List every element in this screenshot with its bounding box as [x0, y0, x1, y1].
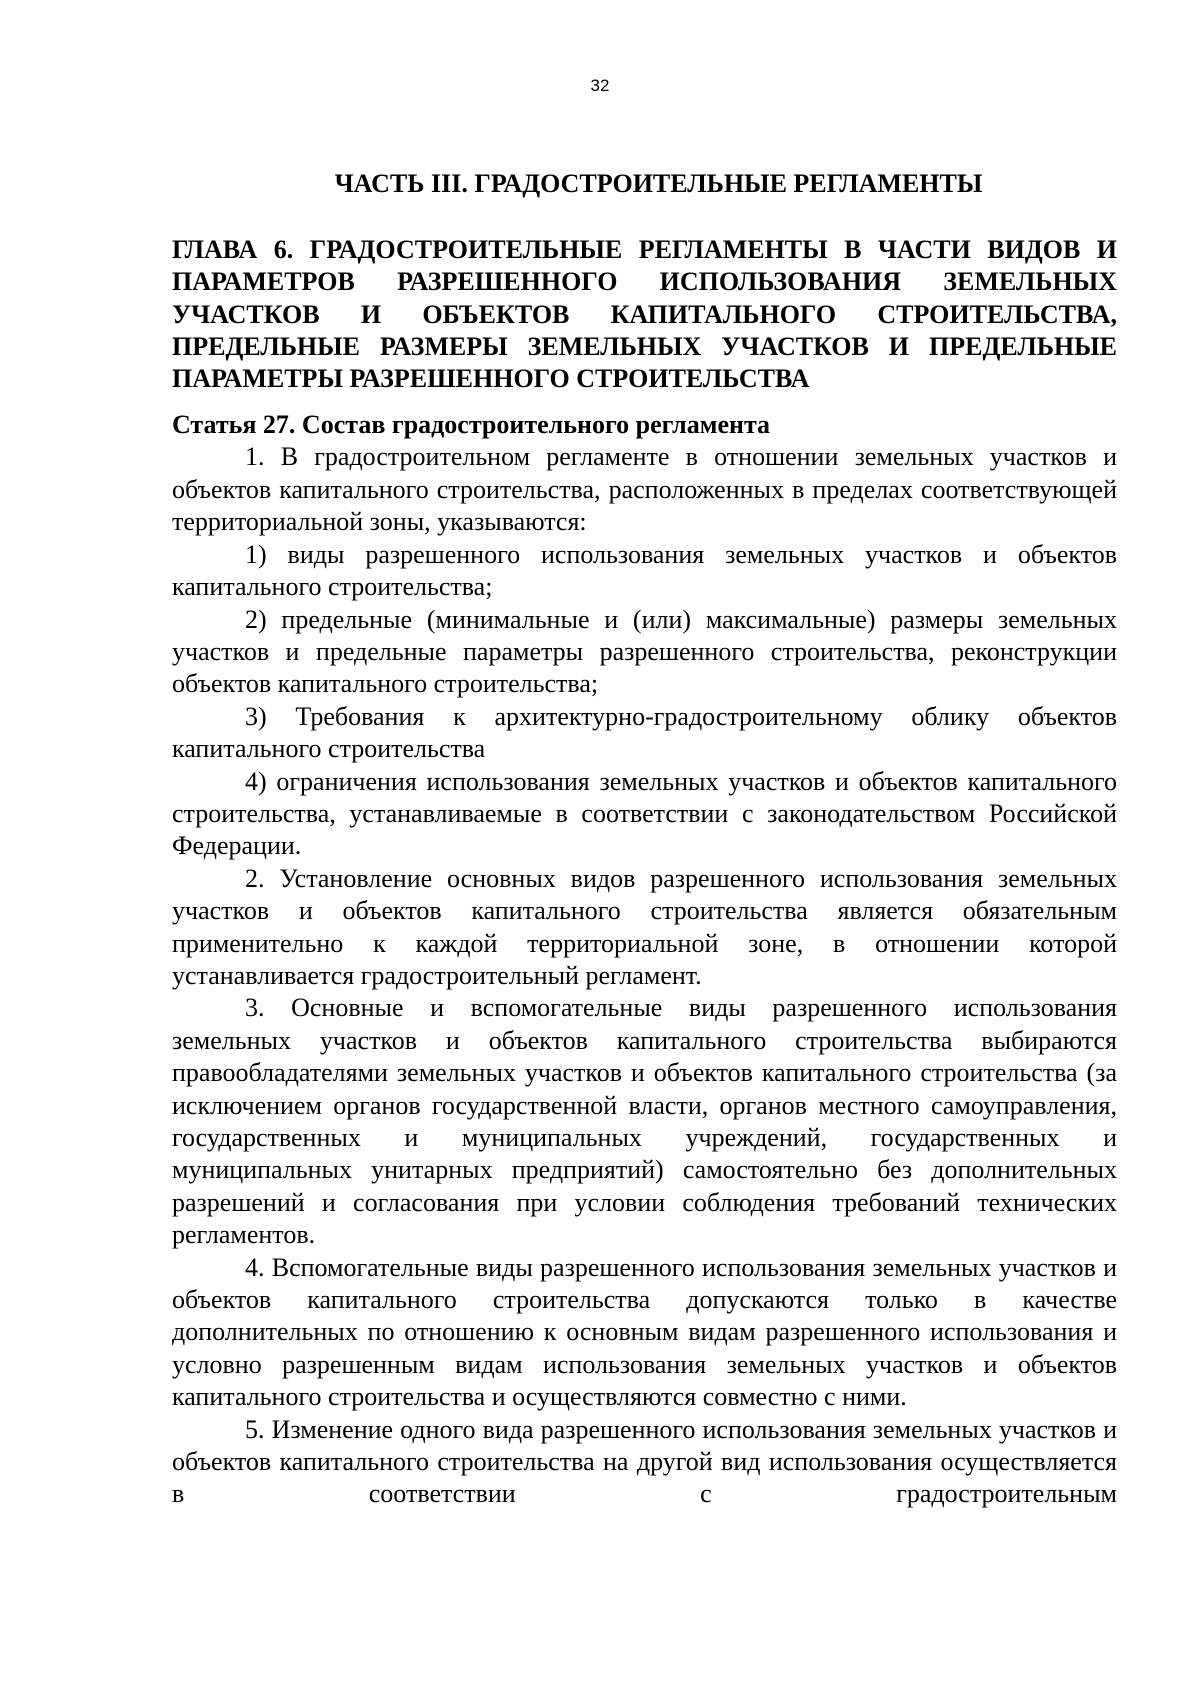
- paragraph-5: 5. Изменение одного вида разрешенного использования земельных участков и объектов капитального строительства на другой вид использования осуществляется в соответствии с градостроительным: [172, 1414, 1117, 1509]
- paragraph-1: 1. В градостроительном регламенте в отношении земельных участков и объектов капитального строительства, расположенных в пределах соответствующей территориальной зоны, указываются:: [172, 442, 1117, 537]
- list-item-3: 3) Требования к архитектурно-градостроительному облику объектов капитального строительства: [172, 701, 1117, 764]
- page-number: 32: [590, 76, 610, 95]
- list-item-1: 1) виды разрешенного использования земельных участков и объектов капитального строительства;: [172, 539, 1117, 602]
- paragraph-3: 3. Основные и вспомогательные виды разрешенного использования земельных участков и объектов капитального строительства выбираются правообладателями земельных участков и объектов капитального строительства (за исключением органов государственной власти, органов местного самоуправления, государственных и муниципальных учреждений, государственных и муниципальных унитарных предприятий) самостоятельно без дополнительных разрешений и согласования при условии соблюдения требований технических регламентов.: [172, 993, 1117, 1250]
- document-body: [172, 168, 1117, 1511]
- article-title: Статья 27. Состав градостроительного регламента: [172, 410, 771, 440]
- paragraph-4: 4. Вспомогательные виды разрешенного использования земельных участков и объектов капитального строительства допускаются только в качестве дополнительных по отношению к основным видам разрешенного использования и условно разрешенным видам использования земельных участков и объектов капитального строительства и осуществляются совместно с ними.: [172, 1252, 1117, 1412]
- chapter-title: ГЛАВА 6. ГРАДОСТРОИТЕЛЬНЫЕ РЕГЛАМЕНТЫ В ЧАСТИ ВИДОВ И ПАРАМЕТРОВ РАЗРЕШЕННОГО ИСПОЛЬЗОВАНИЯ ЗЕМЕЛЬНЫХ УЧАСТКОВ И ОБЪЕКТОВ КАПИТАЛЬНОГО СТРОИТЕЛЬСТВА, ПРЕДЕЛЬНЫЕ РАЗМЕРЫ ЗЕМЕЛЬНЫХ УЧАСТКОВ И ПРЕДЕЛЬНЫЕ ПАРАМЕТРЫ РАЗРЕШЕННОГО СТРОИТЕЛЬСТВА: [172, 235, 1117, 394]
- list-item-4: 4) ограничения использования земельных участков и объектов капитального строительства, устанавливаемые в соответствии с законодательством Российской Федерации.: [172, 766, 1117, 861]
- list-item-2: 2) предельные (минимальные и (или) максимальные) размеры земельных участков и предельные параметры разрешенного строительства, реконструкции объектов капитального строительства;: [172, 604, 1117, 699]
- paragraph-2: 2. Установление основных видов разрешенного использования земельных участков и объектов капитального строительства является обязательным применительно к каждой территориальной зоне, в отношении которой устанавливается градостроительный регламент.: [172, 863, 1117, 990]
- part-title: ЧАСТЬ III. ГРАДОСТРОИТЕЛЬНЫЕ РЕГЛАМЕНТЫ: [334, 169, 983, 198]
